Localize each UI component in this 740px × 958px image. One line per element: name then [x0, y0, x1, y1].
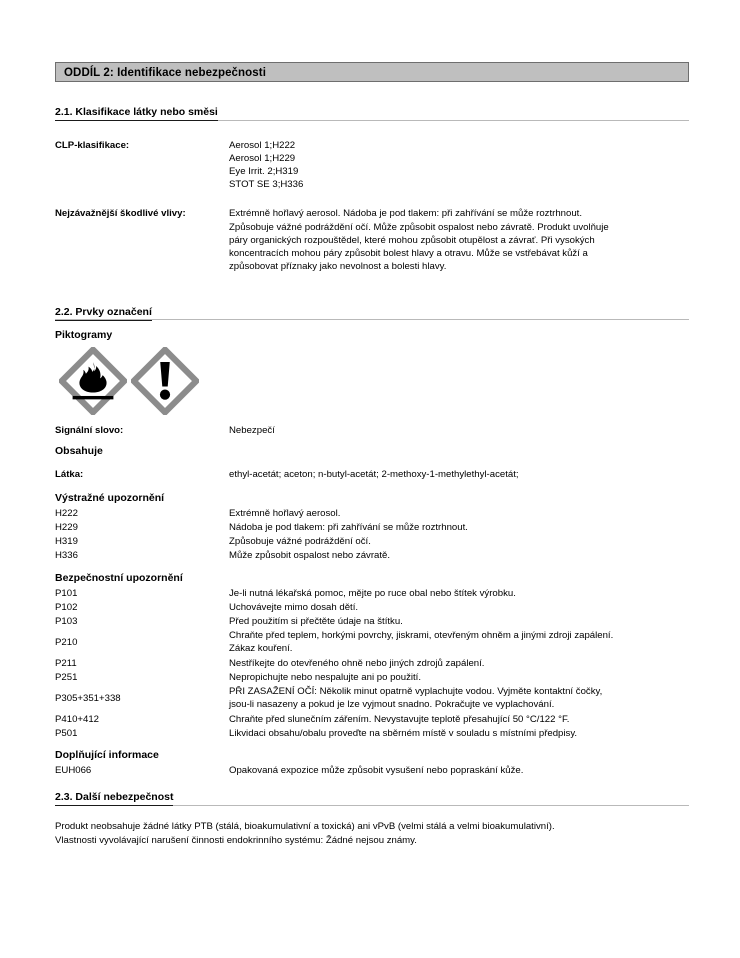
precautionary-line: Nepropichujte nebo nespalujte ani po použití.: [229, 671, 422, 683]
precautionary-code: P501: [55, 727, 78, 739]
contains-heading: Obsahuje: [55, 445, 103, 458]
signal-word-value: Nebezpečí: [229, 425, 275, 437]
precautionary-line: Nestříkejte do otevřeného ohně nebo jiných zdrojů zapálení.: [229, 657, 485, 669]
hazard-text: Extrémně hořlavý aerosol.: [229, 507, 341, 519]
subsection-2-3-title: 2.3. Další nebezpečnost: [55, 791, 173, 806]
ghs02-flame-pictogram: [59, 347, 127, 415]
precautionary-line: Chraňte před slunečním zářením. Nevystavujte teplotě přesahující 50 °C/122 °F.: [229, 713, 570, 725]
subsection-2-1-title: 2.1. Klasifikace látky nebo směsi: [55, 106, 218, 121]
precautionary-code: P410+412: [55, 713, 100, 725]
clp-line: STOT SE 3;H336: [229, 179, 304, 191]
hazard-statement-row: [55, 535, 689, 548]
hazard-statement-row: [55, 521, 689, 534]
precautionary-text: [229, 587, 689, 600]
adverse-line: Způsobuje vážné podráždění očí. Může způsobit ospalost nebo závratě. Produkt uvolňuje: [229, 221, 609, 233]
precautionary-statement-row: [55, 629, 689, 655]
precautionary-statement-row: [55, 727, 689, 740]
precautionary-statement-row: [55, 713, 689, 726]
adverse-line: způsobovat příznaky jako nevolnost a bolesti hlavy.: [229, 261, 447, 273]
adverse-line: páry organických rozpouštědel, které mohou způsobit otupělost a závrať. Při vysokých: [229, 234, 595, 246]
precautionary-line: Před použitím si přečtěte údaje na štítku.: [229, 615, 403, 627]
precautionary-text: [229, 601, 689, 614]
hazard-statements-heading: Výstražné upozornění: [55, 491, 165, 504]
precautionary-statement-row: [55, 671, 689, 684]
hazard-code: H336: [55, 550, 78, 562]
further-hazards-line: Vlastnosti vyvolávající narušení činnosti endokrinního systému: Žádné nejsou známy.: [55, 834, 417, 846]
precautionary-statements-heading: Bezpečnostní upozornění: [55, 571, 183, 584]
precautionary-statement-row: [55, 587, 689, 600]
precautionary-code: P305+351+338: [55, 692, 121, 704]
precautionary-text: [229, 727, 689, 740]
supplemental-code: EUH066: [55, 765, 92, 777]
precautionary-code: P102: [55, 601, 78, 613]
hazard-code: H319: [55, 536, 78, 548]
section-title-bar: ODDÍL 2: Identifikace nebezpečnosti: [55, 62, 689, 82]
precautionary-code: P210: [55, 636, 78, 648]
signal-word-label: Signální slovo:: [55, 425, 124, 437]
substance-row: [55, 468, 689, 481]
hazard-statements-list: [55, 507, 689, 563]
subsection-2-2-heading: [55, 302, 689, 321]
supplemental-statement-row: [55, 764, 689, 777]
further-hazards-text: [55, 820, 689, 848]
subsection-2-1-heading: [55, 102, 689, 121]
further-hazards-line: Produkt neobsahuje žádné látky PTB (stálá, bioakumulativní a toxická) ani vPvB (velmi stálá a velmi bioakumulativní).: [55, 820, 555, 832]
clp-classification-row: [55, 139, 689, 192]
precautionary-statement-row: [55, 685, 689, 711]
hazard-text: Nádoba je pod tlakem: při zahřívání se může roztrhnout.: [229, 521, 468, 533]
substance-value: ethyl-acetát; aceton; n-butyl-acetát; 2-methoxy-1-methylethyl-acetát;: [229, 469, 519, 481]
signal-word-row: [55, 424, 689, 437]
ghs07-exclamation-pictogram: [131, 347, 199, 415]
precautionary-text: [229, 657, 689, 670]
subsection-2-3: [55, 787, 689, 847]
subsection-2-1: [55, 102, 689, 274]
substance-label: Látka:: [55, 469, 84, 481]
clp-line: Aerosol 1;H222: [229, 139, 296, 151]
subsection-2-3-heading: [55, 787, 689, 806]
precautionary-line: Uchovávejte mimo dosah dětí.: [229, 601, 359, 613]
precautionary-code: P211: [55, 657, 77, 669]
adverse-line: koncentracích mohou páry způsobit bolest hlavy a otravu. Může se vstřebávat kůží a: [229, 248, 588, 260]
precautionary-line: Likvidaci obsahu/obalu proveďte na sběrném místě v souladu s místními předpisy.: [229, 727, 578, 739]
pictograms-heading: Piktogramy: [55, 329, 113, 342]
pictogram-list: [59, 347, 689, 415]
adverse-effects-value: [229, 207, 689, 273]
precautionary-line: Je-li nutná lékařská pomoc, mějte po ruce obal nebo štítek výrobku.: [229, 587, 516, 599]
subsection-2-2: [55, 302, 689, 778]
clp-line: Aerosol 1;H229: [229, 152, 296, 164]
precautionary-statement-row: [55, 601, 689, 614]
clp-classification-value: [229, 139, 689, 192]
supplemental-information-heading: Doplňující informace: [55, 749, 159, 762]
hazard-code: H222: [55, 507, 78, 519]
precautionary-line: PŘI ZASAŽENÍ OČÍ: Několik minut opatrně vyplachujte vodou. Vyjměte kontaktní čočky,: [229, 686, 603, 698]
hazard-text: Způsobuje vážné podráždění očí.: [229, 536, 371, 548]
clp-line: Eye Irrit. 2;H319: [229, 165, 299, 177]
precautionary-text: [229, 629, 689, 655]
hazard-statement-row: [55, 507, 689, 520]
subsection-2-2-title: 2.2. Prvky označení: [55, 306, 152, 321]
precautionary-text: [229, 615, 689, 628]
supplemental-text: Opakovaná expozice může způsobit vysušení nebo popraskání kůže.: [229, 765, 524, 777]
adverse-effects-label: Nejzávažnější škodlivé vlivy:: [55, 208, 186, 220]
document-content: [55, 62, 689, 848]
precautionary-code: P103: [55, 615, 78, 627]
precautionary-line: jsou-li nasazeny a pokud je lze vyjmout snadno. Pokračujte ve vyplachování.: [229, 699, 555, 711]
precautionary-code: P251: [55, 671, 78, 683]
hazard-text: Může způsobit ospalost nebo závratě.: [229, 550, 391, 562]
precautionary-statements-list: [55, 587, 689, 741]
precautionary-statement-row: [55, 657, 689, 670]
adverse-line: Extrémně hořlavý aerosol. Nádoba je pod tlakem: při zahřívání se může roztrhnout.: [229, 208, 583, 220]
clp-classification-label: CLP-klasifikace:: [55, 139, 130, 151]
precautionary-statement-row: [55, 615, 689, 628]
precautionary-text: [229, 713, 689, 726]
hazard-code: H229: [55, 521, 78, 533]
precautionary-line: Chraňte před teplem, horkými povrchy, jiskrami, otevřeným ohněm a jinými zdroji zapálení.: [229, 630, 614, 642]
precautionary-code: P101: [55, 587, 78, 599]
adverse-effects-row: [55, 207, 689, 273]
precautionary-line: Zákaz kouření.: [229, 643, 293, 655]
hazard-statement-row: [55, 549, 689, 562]
precautionary-text: [229, 685, 689, 711]
precautionary-text: [229, 671, 689, 684]
